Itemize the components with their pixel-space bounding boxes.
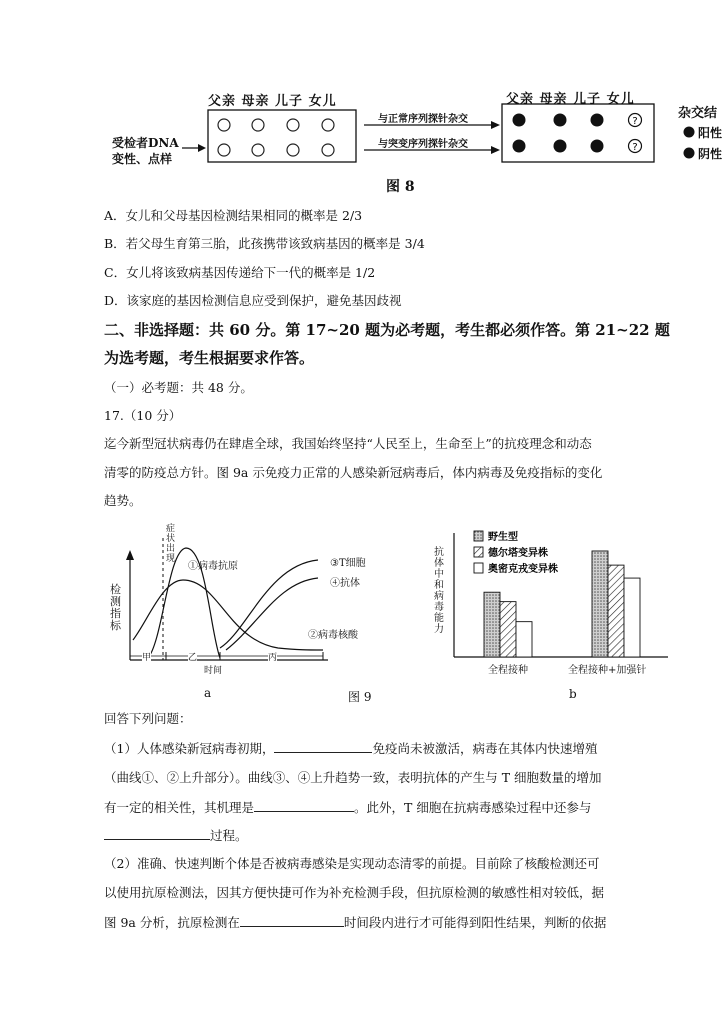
fig9a-ylabel: 检测指标: [110, 583, 121, 632]
figure-8-caption: 图 8: [386, 179, 415, 195]
unknown-mark: ?: [632, 142, 638, 153]
section-2-subheading: （一）必考题：共 48 分。: [104, 380, 253, 395]
answer-blank[interactable]: [240, 914, 344, 927]
curve-antibody: [226, 578, 318, 650]
question-17-intro-1: 迄今新型冠状病毒仍在肆虐全球，我国始终坚持“人民至上，生命至上”的抗疫理念和动态: [104, 436, 592, 451]
fig9a-xlabel: 时间: [204, 666, 223, 676]
section-2-heading-cont: 为选考题，考生根据要求作答。: [104, 349, 315, 367]
bar: [500, 602, 516, 657]
legend-label: 德尔塔变异株: [488, 548, 548, 559]
legend-label: 野生型: [488, 532, 518, 543]
q1-line-3: 有一定的相关性，其机理是 。此外，T 细胞在抗病毒感染过程中还参与: [104, 800, 592, 815]
q2-line-3: 图 9a 分析，抗原检测在 时间段内进行才可能得到阳性结果，判断的依据: [104, 915, 607, 930]
question-17-intro-3: 趋势。: [104, 493, 142, 508]
q1-line-1: （1）人体感染新冠病毒初期， 免疫尚未被激活，病毒在其体内快速增殖: [104, 741, 598, 756]
figure-9b: [432, 525, 677, 705]
bar: [516, 622, 532, 657]
option-c: C．女儿将该致病基因传递给下一代的概率是 1/2: [104, 265, 376, 280]
question-17-intro-2: 清零的防疫总方针。图 9a 示免疫力正常的人感染新冠病毒后，体内病毒及免疫指标的变化: [104, 465, 603, 480]
fig9b-sublabel: b: [569, 687, 577, 701]
category-label: 全程接种: [488, 665, 528, 676]
legend-swatch: [474, 563, 483, 573]
result-negative: 阴性: [698, 147, 723, 161]
family-labels-right: 父亲 母亲 儿子 女儿: [506, 92, 635, 107]
curve-t-cells: [220, 560, 318, 648]
source-label-1: 受检者DNA: [112, 136, 179, 150]
probe-mutant-label: 与突变序列探针杂交: [378, 139, 468, 150]
fig9b-ylabel: 抗体中和病毒能力: [434, 547, 444, 635]
phase-1-label: 甲: [142, 650, 151, 663]
phase-2-label: 乙: [188, 650, 197, 663]
figure-8: [0, 80, 724, 200]
bar: [608, 565, 624, 657]
bar: [592, 551, 608, 657]
section-2-heading: 二、非选择题：共 60 分。第 17~20 题为必考题，考生都必须作答。第 21~22 题: [104, 321, 670, 339]
symptom-label: 症状出现: [166, 524, 176, 564]
category-label: 全程接种+加强针: [568, 665, 647, 676]
fig9a-sublabel: a: [204, 686, 212, 700]
answer-blank[interactable]: [274, 740, 372, 753]
answer-blank[interactable]: [104, 827, 210, 840]
result-title: 杂交结: [678, 106, 718, 121]
result-positive: 阳性: [698, 126, 723, 140]
question-17-number: 17.（10 分）: [104, 408, 182, 423]
figure-9a-plot: [108, 520, 338, 705]
probe-normal-label: 与正常序列探针杂交: [378, 114, 468, 125]
legend-label: 奥密克戎变异株: [488, 564, 558, 575]
figure-9-caption: 图 9: [348, 690, 372, 704]
option-d: D．该家庭的基因检测信息应受到保护，避免基因歧视: [104, 293, 402, 308]
q1-line-2: （曲线①、②上升部分）。曲线③、④上升趋势一致，表明抗体的产生与 T 细胞数量的增加: [104, 770, 602, 785]
option-b: B．若父母生育第三胎，此孩携带该致病基因的概率是 3/4: [104, 236, 425, 251]
curve-3-label: ③T细胞: [330, 558, 366, 569]
curve-4-label: ④抗体: [330, 578, 360, 589]
legend-swatch: [474, 547, 483, 557]
answer-lead: 回答下列问题：: [104, 711, 192, 726]
family-labels-left: 父亲 母亲 儿子 女儿: [208, 94, 337, 109]
unknown-mark: ?: [632, 116, 638, 127]
q1-line-4: 过程。: [104, 827, 248, 844]
answer-blank[interactable]: [254, 799, 354, 812]
curve-2-label: ②病毒核酸: [308, 630, 358, 641]
option-a: A．女儿和父母基因检测结果相同的概率是 2/3: [104, 208, 363, 223]
source-label-2: 变性、点样: [112, 152, 173, 166]
phase-3-label: 丙: [268, 650, 277, 663]
bar: [624, 578, 640, 657]
q2-line-2: 以使用抗原检测法，因其方便快捷可作为补充检测手段，但抗原检测的敏感性相对较低，据: [104, 885, 605, 900]
legend-swatch: [474, 531, 483, 541]
q2-line-1: （2）准确、快速判断个体是否被病毒感染是实现动态清零的前提。目前除了核酸检测还可: [104, 856, 600, 871]
curve-1-label: ①病毒抗原: [188, 561, 238, 572]
bar: [484, 592, 500, 657]
figure-9b-chart: [432, 525, 677, 705]
